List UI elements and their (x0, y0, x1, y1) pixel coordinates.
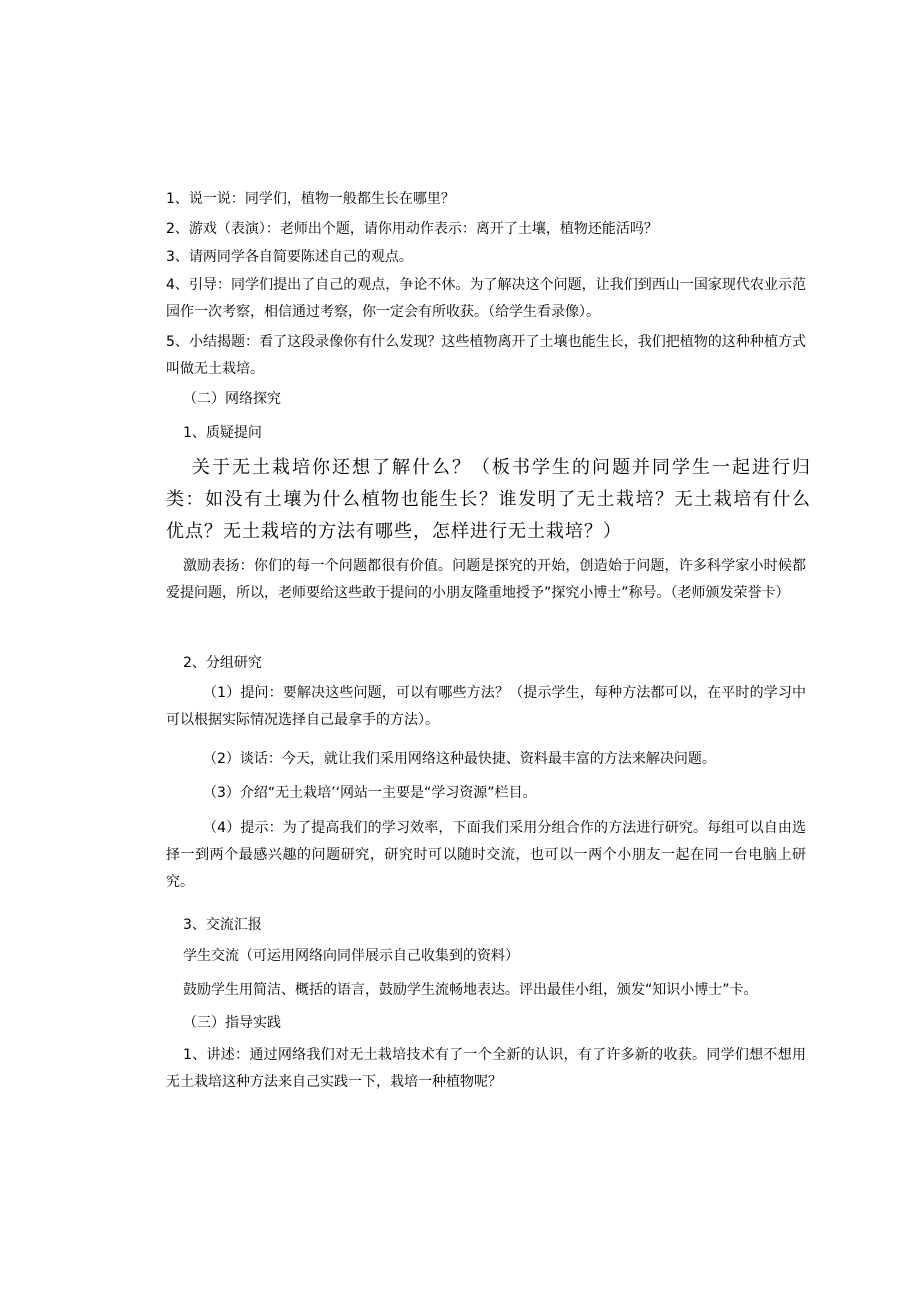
section-3-heading: （三）指导实践 (183, 1015, 281, 1031)
praise-paragraph: 激励表扬：你们的每一个问题都很有价值。问题是探究的开始，创造始于问题，许多科学家小时候都爱提问题，所以，老师要给这些敢于提问的小朋友隆重地授予”探究小博士”称号。（老师颁发荣誉卡） (166, 558, 806, 601)
item-5: 5、小结揭题：看了这段录像你有什么发现？这些植物离开了土壤也能生长，我们把植物的这种种植方式叫做无土栽培。 (166, 334, 806, 377)
group-item-1: （1）提问：要解决这些问题，可以有哪些方法？（提示学生，每种方法都可以，在平时的学习中可以根据实际情况选择自己最拿手的方法）。 (166, 685, 806, 728)
section-2-heading: （二）网络探究 (183, 391, 281, 407)
item-4: 4、引导：同学们提出了自己的观点，争论不休。为了解决这个问题，让我们到西山一国家现代农业示范园作一次考察，相信通过考察，你一定会有所收获。（给学生看录像）。 (166, 277, 806, 320)
step-group-research: 2、分组研究 (183, 655, 262, 671)
group-item-3: （3）介绍“无土栽培’‘网站一主要是“学习资源”栏目。 (203, 785, 537, 801)
exchange-line-1: 学生交流（可运用网络向同伴展示自己收集到的资料） (183, 948, 519, 964)
practice-item-1: 1、讲述：通过网络我们对无土栽培技术有了一个全新的认识，有了许多新的收获。同学们想不想用无土栽培这种方法来自己实践一下，栽培一种植物呢？ (166, 1047, 806, 1090)
item-1: 1、说一说：同学们，植物一般都生长在哪里？ (166, 191, 455, 207)
step-question: 1、质疑提问 (183, 425, 262, 441)
group-item-2: （2）谈话：今天，就让我们采用网络这种最快捷、资料最丰富的方法来解决问题。 (203, 751, 716, 767)
item-2: 2、游戏（表演）：老师出个题，请你用动作表示：离开了土壤，植物还能活吗？ (166, 221, 658, 237)
board-questions: 关于无土栽培你还想了解什么？（板书学生的问题并同学生一起进行归类：如没有土壤为什么植物也能生长？谁发明了无土栽培？无土栽培有什么优点？无土栽培的方法有哪些，怎样进行无土栽培？） (166, 457, 811, 542)
step-report: 3、交流汇报 (183, 917, 262, 933)
group-item-4: （4）提示：为了提高我们的学习效率，下面我们采用分组合作的方法进行研究。每组可以自由选择一到两个最感兴趣的问题研究，研究时可以随时交流，也可以一两个小朋友一起在同一台电脑上研究。 (166, 820, 806, 890)
item-3: 3、请两同学各自简要陈述自己的观点。 (166, 249, 413, 265)
exchange-line-2: 鼓励学生用简洁、概括的语言，鼓励学生流畅地表达。评出最佳小组，颁发“知识小博士”卡。 (183, 982, 758, 998)
